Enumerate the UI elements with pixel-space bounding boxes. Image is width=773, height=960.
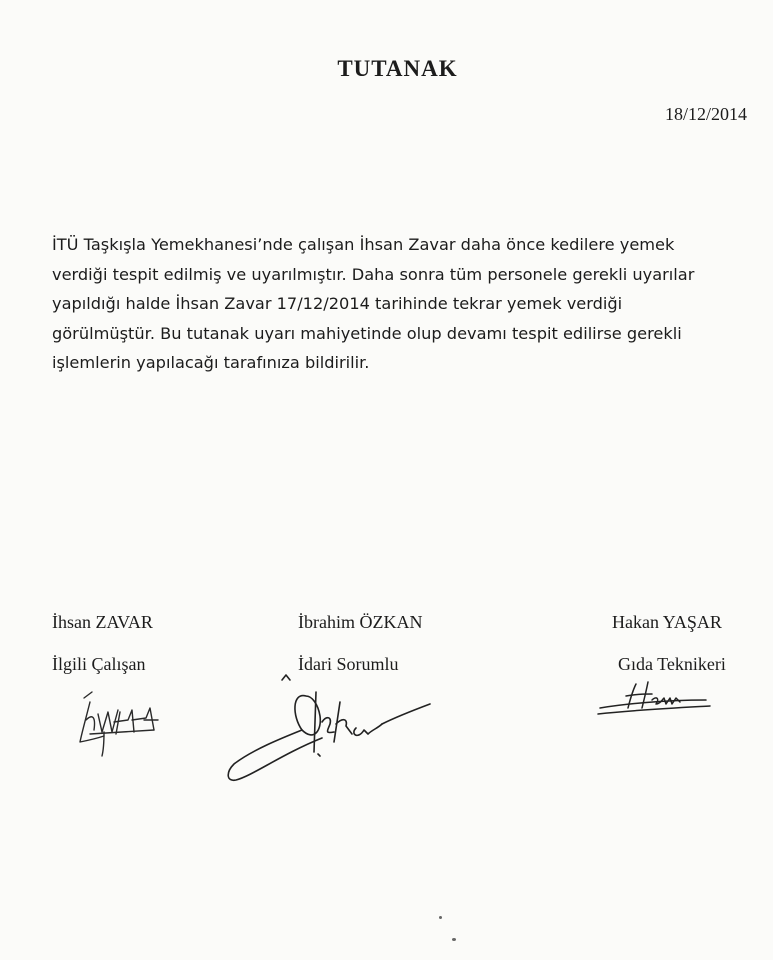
signatory-role: Gıda Teknikeri — [618, 654, 726, 674]
document-date: 18/12/2014 — [664, 104, 747, 124]
body-line: İTÜ Taşkışla Yemekhanesi’nde çalışan İhsan Zavar daha önce kedilere yemek — [52, 235, 675, 254]
signatory-role: İlgili Çalışan — [52, 654, 146, 674]
signature-administrator — [222, 672, 437, 797]
document-title: TUTANAK — [337, 56, 458, 81]
signatory-name: Hakan YAŞAR — [612, 612, 722, 632]
body-line: yapıldığı halde İhsan Zavar 17/12/2014 tarihinde tekrar yemek verdiği — [52, 294, 623, 313]
signatory-name: İhsan ZAVAR — [52, 612, 153, 632]
signatory-name: İbrahim ÖZKAN — [298, 612, 423, 632]
body-line: işlemlerin yapılacağı tarafınıza bildirilir. — [52, 353, 370, 372]
body-line: verdiği tespit edilmiş ve uyarılmıştır. Daha sonra tüm personele gerekli uyarılar — [52, 264, 695, 284]
body-line: görülmüştür. Bu tutanak uyarı mahiyetinde olup devamı tespit edilirse gerekli — [52, 323, 682, 343]
document-body — [52, 230, 742, 378]
signature-food-technician — [594, 678, 719, 728]
scan-speck — [439, 916, 442, 919]
signatory-role: İdari Sorumlu — [298, 654, 399, 674]
signature-employee — [70, 690, 170, 765]
scan-speck — [452, 938, 456, 941]
